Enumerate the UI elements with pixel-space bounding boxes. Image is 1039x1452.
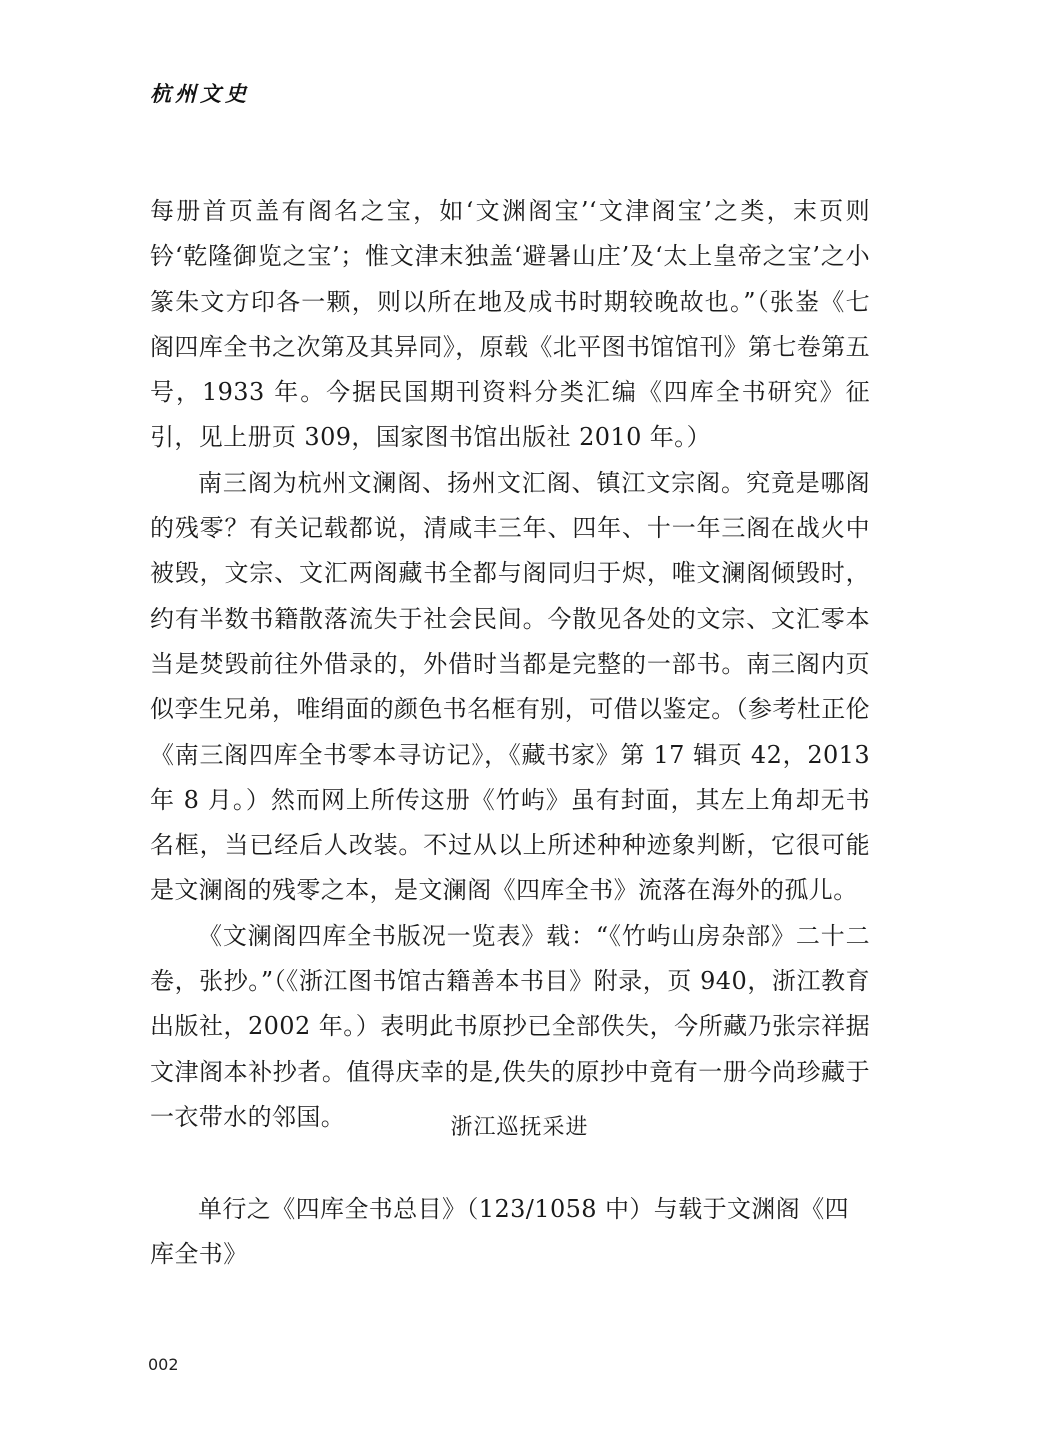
paragraph-3: 《文澜阁四库全书版况一览表》载：“《竹屿山房杂部》二十二卷，张抄。”（《浙江图书馆古籍善本书目》附录，页 940，浙江教育出版社，2002 年。）表明此书原抄已全部佚失，今所藏乃张宗祥据文津阁本补抄者。值得庆幸的是,佚失的原抄中竟有一册今尚珍藏于一衣带水的邻国。 [150, 921, 870, 1131]
body-text [150, 189, 870, 1140]
paragraph-4: 单行之《四库全书总目》（123/1058 中）与载于文渊阁《四库全书》 [150, 1195, 849, 1268]
section-title: 浙江巡抚采进 [450, 1115, 589, 1140]
running-header-book-title: 杭州文史 [150, 81, 250, 106]
paragraph-1: 每册首页盖有阁名之宝，如‘文渊阁宝’‘文津阁宝’之类，末页则钤‘乾隆御览之宝’；惟文津末独盖‘避暑山庄’及‘太上皇帝之宝’之小篆朱文方印各一颗，则以所在地及成书时期较晚故也。”（张崟《七阁四库全书之次第及其异同》，原载《北平图书馆馆刊》第七卷第五号，1933 年。今据民国期刊资料分类汇编《四库全书研究》征引，见上册页 309，国家图书馆出版社 2010 年。） [150, 197, 870, 452]
page-number: 002 [148, 1355, 179, 1374]
paragraph-2: 南三阁为杭州文澜阁、扬州文汇阁、镇江文宗阁。究竟是哪阁的残零？有关记载都说，清咸丰三年、四年、十一年三阁在战火中被毁，文宗、文汇两阁藏书全都与阁同归于烬，唯文澜阁倾毁时，约有半数书籍散落流失于社会民间。今散见各处的文宗、文汇零本当是焚毁前往外借录的，外借时当都是完整的一部书。南三阁内页似孪生兄弟，唯绢面的颜色书名框有别，可借以鉴定。（参考杜正伦《南三阁四库全书零本寻访记》，《藏书家》第 17 辑页 42，2013 年 8 月。）然而网上所传这册《竹屿》虽有封面，其左上角却无书名框，当已经后人改装。不过从以上所述种种迹象判断，它很可能是文澜阁的残零之本，是文澜阁《四库全书》流落在海外的孤儿。 [150, 468, 870, 905]
